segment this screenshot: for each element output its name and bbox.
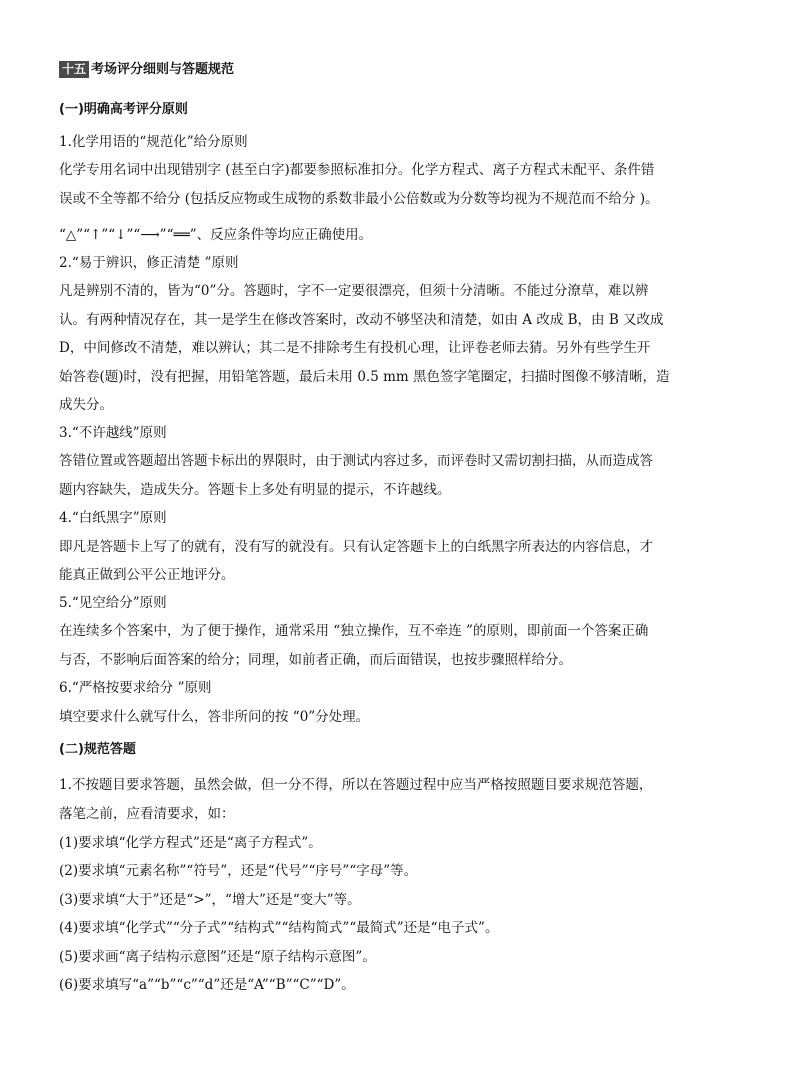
paragraph-line: 能真正做到公平公正地评分。 — [59, 567, 235, 583]
section-title: 考场评分细则与答题规范 — [91, 62, 235, 77]
rule-heading: 3.“不许越线”原则 — [59, 425, 167, 441]
list-item: (2)要求填“元素名称”“符号”，还是“代号”“序号”“字母”等。 — [59, 863, 418, 879]
list-item: (4)要求填“化学式”“分子式”“结构式”“结构简式”“最简式”还是“电子式”。 — [59, 920, 499, 936]
paragraph-line: 填空要求什么就写什么，答非所问的按 “0”分处理。 — [59, 709, 370, 725]
paragraph-line: 题内容缺失，造成失分。答题卡上多处有明显的提示，不许越线。 — [59, 482, 451, 498]
paragraph-line: “△”“↑”“↓”“⟶”“══”、反应条件等均应正确使用。 — [59, 227, 373, 243]
paragraph-line: 化学专用名词中出现错别字 (甚至白字)都要参照标准扣分。化学方程式、离子方程式未配平、条件错 — [59, 162, 655, 178]
list-item: (1)要求填“化学方程式”还是“离子方程式”。 — [59, 835, 322, 851]
rule-heading: 6.“严格按要求给分 ”原则 — [59, 680, 212, 696]
paragraph-line: 认。有两种情况存在，其一是学生在修改答案时，改动不够坚决和清楚，如由 A 改成 B，由 B 又改成 — [59, 312, 664, 328]
rule-heading: 4.“白纸黑字”原则 — [59, 510, 167, 526]
paragraph-line: 落笔之前，应看清要求，如： — [59, 806, 235, 822]
subsection-heading: (一)明确高考评分原则 — [59, 102, 188, 117]
paragraph-line: 答错位置或答题超出答题卡标出的界限时，由于测试内容过多，而评卷时又需切割扫描，从而造成答 — [59, 453, 653, 469]
paragraph-line: D，中间修改不清楚，难以辨认；其二是不排除考生有投机心理，让评卷老师去猜。另外有些学生开 — [59, 340, 651, 356]
paragraph-line: 始答卷(题)时，没有把握，用铅笔答题，最后未用 0.5 mm 黑色签字笔圈定，扫描时图像不够清晰，造 — [59, 369, 670, 385]
section-number-badge: 十五 — [59, 61, 89, 78]
paragraph-line: 成失分。 — [59, 397, 113, 413]
paragraph-line: 1.不按题目要求答题，虽然会做，但一分不得，所以在答题过程中应当严格按照题目要求规范答题， — [59, 777, 653, 793]
paragraph-line: 与否，不影响后面答案的给分；同理，如前者正确，而后面错误，也按步骤照样给分。 — [59, 652, 572, 668]
paragraph-line: 凡是辨别不清的，皆为“0”分。答题时，字不一定要很漂亮，但须十分清晰。不能过分潦草，难以辨 — [59, 283, 649, 299]
rule-heading: 2.“易于辨识，修正清楚 ”原则 — [59, 255, 239, 271]
subsection-heading: (二)规范答题 — [59, 742, 136, 757]
rule-heading: 1.化学用语的“规范化”给分原则 — [59, 134, 248, 150]
paragraph-line: 在连续多个答案中，为了便于操作，通常采用 “独立操作，互不牵连 ”的原则，即前面一个答案正确 — [59, 623, 649, 639]
paragraph-line: 即凡是答题卡上写了的就有，没有写的就没有。只有认定答题卡上的白纸黑字所表达的内容信息，才 — [59, 539, 653, 555]
list-item: (3)要求填“大于”还是“>”，“增大”还是“变大”等。 — [59, 892, 361, 908]
list-item: (6)要求填写“a”“b”“c”“d”还是“A”“B”“C”“D”。 — [59, 977, 355, 993]
list-item: (5)要求画“离子结构示意图”还是“原子结构示意图”。 — [59, 949, 376, 965]
paragraph-line: 误或不全等都不给分 (包括反应物或生成物的系数非最小公倍数或为分数等均视为不规范而不给分 )。 — [59, 191, 659, 207]
rule-heading: 5.“见空给分”原则 — [59, 595, 167, 611]
section-header — [59, 61, 234, 78]
